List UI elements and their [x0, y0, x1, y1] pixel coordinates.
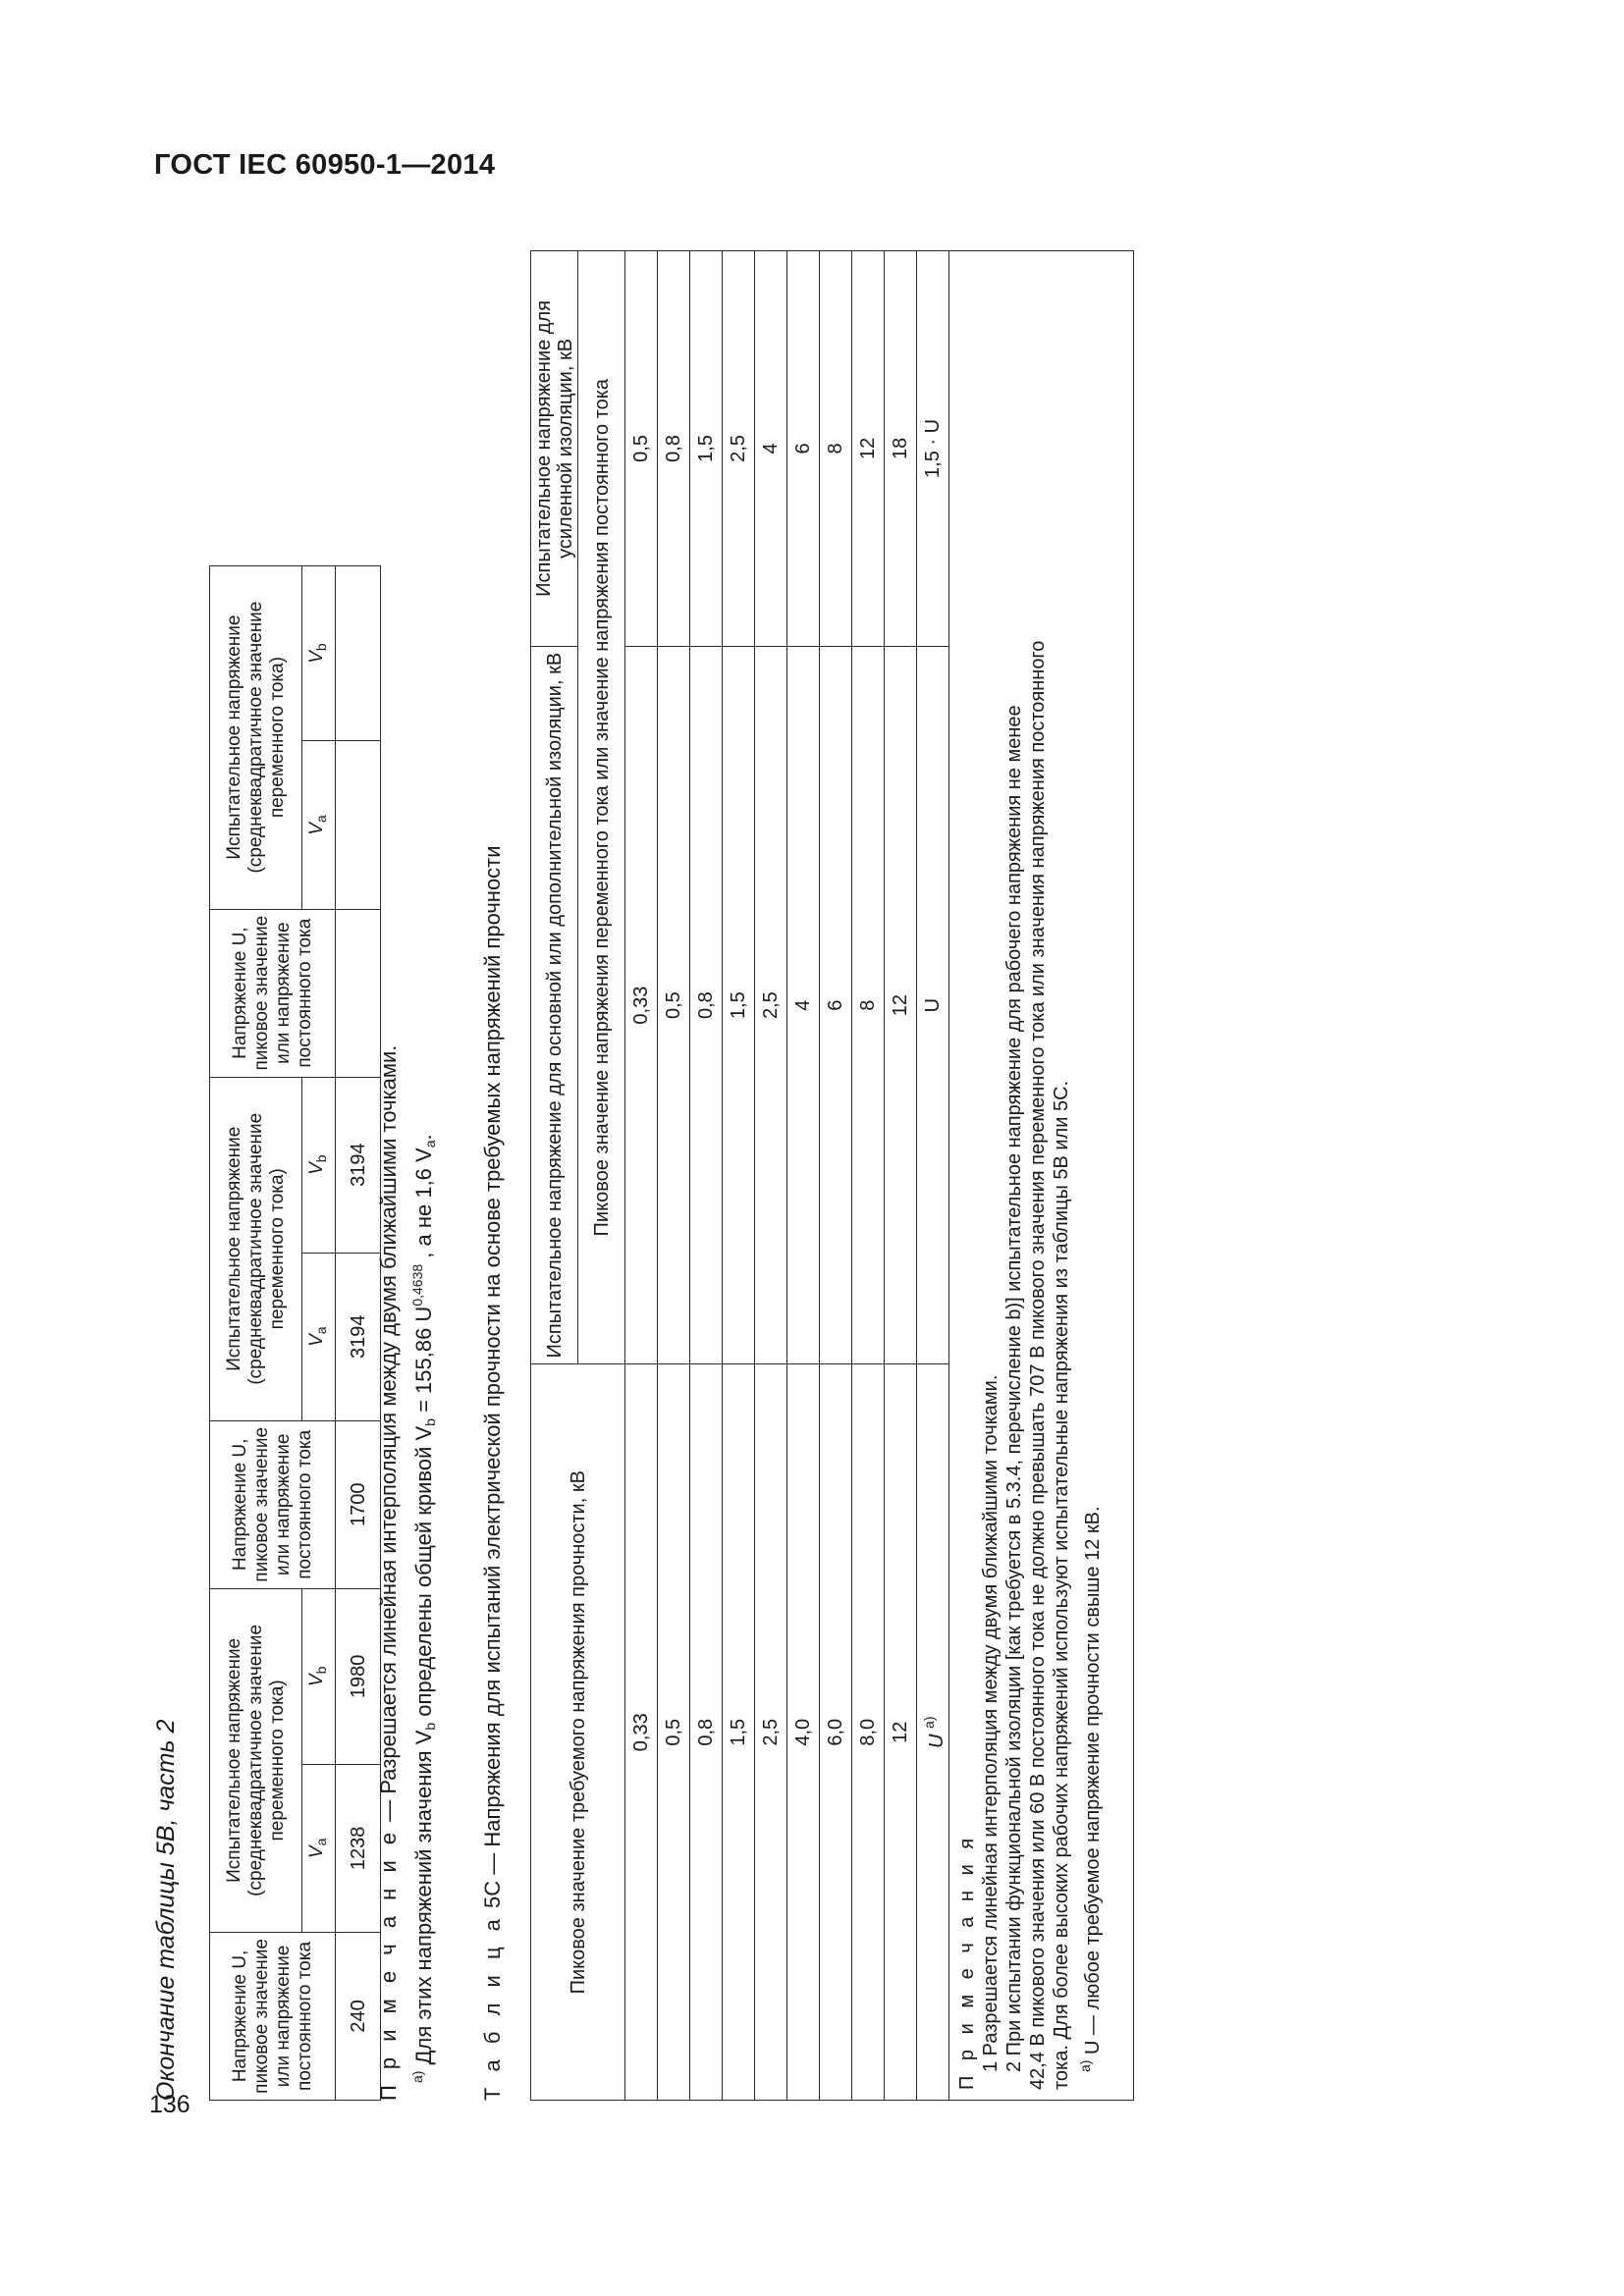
- table-cell: 1,5: [723, 1364, 755, 2101]
- table-cell: 0,5: [625, 251, 658, 647]
- required-voltage-header: Пиковое значение требуемого напряжения прочности, кВ: [531, 1364, 625, 2101]
- table-cell: 1,5: [723, 646, 755, 1364]
- vb-header-3: $V_b$: [302, 565, 336, 741]
- table-cell: 6: [820, 646, 852, 1364]
- table-cell: 18: [885, 251, 917, 647]
- table-cell: 0,33: [625, 646, 658, 1364]
- blank-margin: [210, 250, 381, 565]
- note-2-line-2: 42,4 В пикового значения или 60 В постоянного тока не должно превышать 707 В пикового значения переменного тока или значения напряжения постоянного: [1027, 640, 1049, 2090]
- table-cell: 4: [787, 646, 820, 1364]
- table-row: [625, 251, 658, 2101]
- table-cell: 1,5: [690, 251, 723, 647]
- table-cell: 1700: [336, 1420, 381, 1588]
- table-cell: 0,8: [690, 1364, 723, 2101]
- table-row: [658, 251, 690, 2101]
- table-cell: 2,5: [723, 251, 755, 647]
- table-cell: U: [917, 646, 949, 1364]
- rotated-content: [152, 216, 1340, 2101]
- voltage-header-2: Напряжение U, пиковое значение или напряжение постоянного тока: [210, 1420, 336, 1588]
- table-cell: 2,5: [755, 1364, 787, 2101]
- table5b-continuation-caption: Окончание таблицы 5В, часть 2: [152, 1719, 180, 2101]
- note-2-line-3: тока. Для более высоких рабочих напряжений используют испытательные напряжения из таблицы 5В или 5С.: [1051, 1080, 1072, 2090]
- table-row: [690, 251, 723, 2101]
- table-row: [787, 251, 820, 2101]
- table-cell: 0,5: [658, 1364, 690, 2101]
- table-row: [852, 251, 885, 2101]
- table-cell: 4: [755, 251, 787, 647]
- table-cell: [336, 565, 381, 741]
- table-row: [820, 251, 852, 2101]
- reinforced-insulation-header: Испытательное напряжение для усиленной изоляции, кВ: [531, 251, 578, 647]
- test-voltage-header-3: Испытательное напряжение (среднеквадратичное значение переменного тока): [210, 565, 302, 909]
- test-voltage-header-1: Испытательное напряжение (среднеквадратичное значение переменного тока): [210, 1588, 302, 1932]
- table5b-end: [209, 250, 381, 2101]
- table-cell: 1238: [336, 1764, 381, 1932]
- table5b-note: П р и м е ч а н и е — Разрешается линейная интерполяция между двумя ближайшими точками.: [376, 1044, 401, 2101]
- table-cell: U $^{а)}$: [917, 1364, 949, 2101]
- notes-label: П р и м е ч а н и я: [956, 1833, 978, 2090]
- table-row: [917, 251, 949, 2101]
- peak-value-subheader: Пиковое значение напряжения переменного тока или значение напряжения постоянного тока: [578, 251, 625, 1364]
- table-cell: 0,8: [690, 646, 723, 1364]
- table-cell: 12: [885, 646, 917, 1364]
- table-cell: 1980: [336, 1588, 381, 1764]
- table-cell: 8,0: [852, 1364, 885, 2101]
- table-cell: 0,8: [658, 251, 690, 647]
- table-cell: 3194: [336, 1077, 381, 1253]
- table-cell: 12: [885, 1364, 917, 2101]
- table5b-footnote: $^{а)}$ Для этих напряжений значения $V_b$ определены общей кривой $V_b = 155,86$ $U^{0,4638}$ , а не 1,6 $V_a$.: [409, 1134, 438, 2083]
- table-cell: 6: [787, 251, 820, 647]
- table-row: [723, 251, 755, 2101]
- va-header-2: $V_a$: [302, 1253, 336, 1420]
- table5c: [530, 250, 1134, 2101]
- voltage-header-3: Напряжение U, пиковое значение или напряжение постоянного тока: [210, 909, 336, 1077]
- table5c-notes: [949, 251, 1134, 2101]
- table-cell: 2,5: [755, 646, 787, 1364]
- vb-header-2: $V_b$: [302, 1077, 336, 1253]
- table-cell: 8: [820, 251, 852, 647]
- table-cell: 0,5: [658, 646, 690, 1364]
- table5c-title: Т а б л и ц а 5С — Напряжения для испытаний электрической прочности на основе требуемых напряжений прочности: [480, 845, 505, 2101]
- page-number: 136: [149, 2091, 190, 2118]
- table-row: [755, 251, 787, 2101]
- table-cell: 0,33: [625, 1364, 658, 2101]
- table5c-footnote: $^{а)}$ U — любое требуемое напряжение прочности свыше 12 кВ.: [1077, 1506, 1104, 2072]
- table-cell: [336, 909, 381, 1077]
- basic-insulation-header: Испытательное напряжение для основной или дополнительной изоляции, кВ: [531, 646, 578, 1364]
- table-cell: 3194: [336, 1253, 381, 1420]
- document-header: ГОСТ IEC 60950-1—2014: [154, 149, 496, 181]
- table-cell: 1,5 · U: [917, 251, 949, 647]
- table-row: [885, 251, 917, 2101]
- voltage-header-1: Напряжение U, пиковое значение или напряжение постоянного тока: [210, 1932, 336, 2100]
- table-cell: 240: [336, 1932, 381, 2100]
- table-cell: 4,0: [787, 1364, 820, 2101]
- vb-header-1: $V_b$: [302, 1588, 336, 1764]
- note-2-line-1: 2 При испытании функциональной изоляции [как требуется в 5.3.4, перечисление b)] испытательное напряжение для рабочего напряжения не менее: [1003, 705, 1025, 2072]
- table-cell: 6,0: [820, 1364, 852, 2101]
- table-cell: 8: [852, 646, 885, 1364]
- test-voltage-header-2: Испытательное напряжение (среднеквадратичное значение переменного тока): [210, 1077, 302, 1420]
- table-cell: [336, 741, 381, 909]
- table-cell: 12: [852, 251, 885, 647]
- va-header-3: $V_a$: [302, 741, 336, 909]
- note-1: 1 Разрешается линейная интерполяция между двумя ближайшими точками.: [980, 1374, 1001, 2072]
- va-header-1: $V_a$: [302, 1764, 336, 1932]
